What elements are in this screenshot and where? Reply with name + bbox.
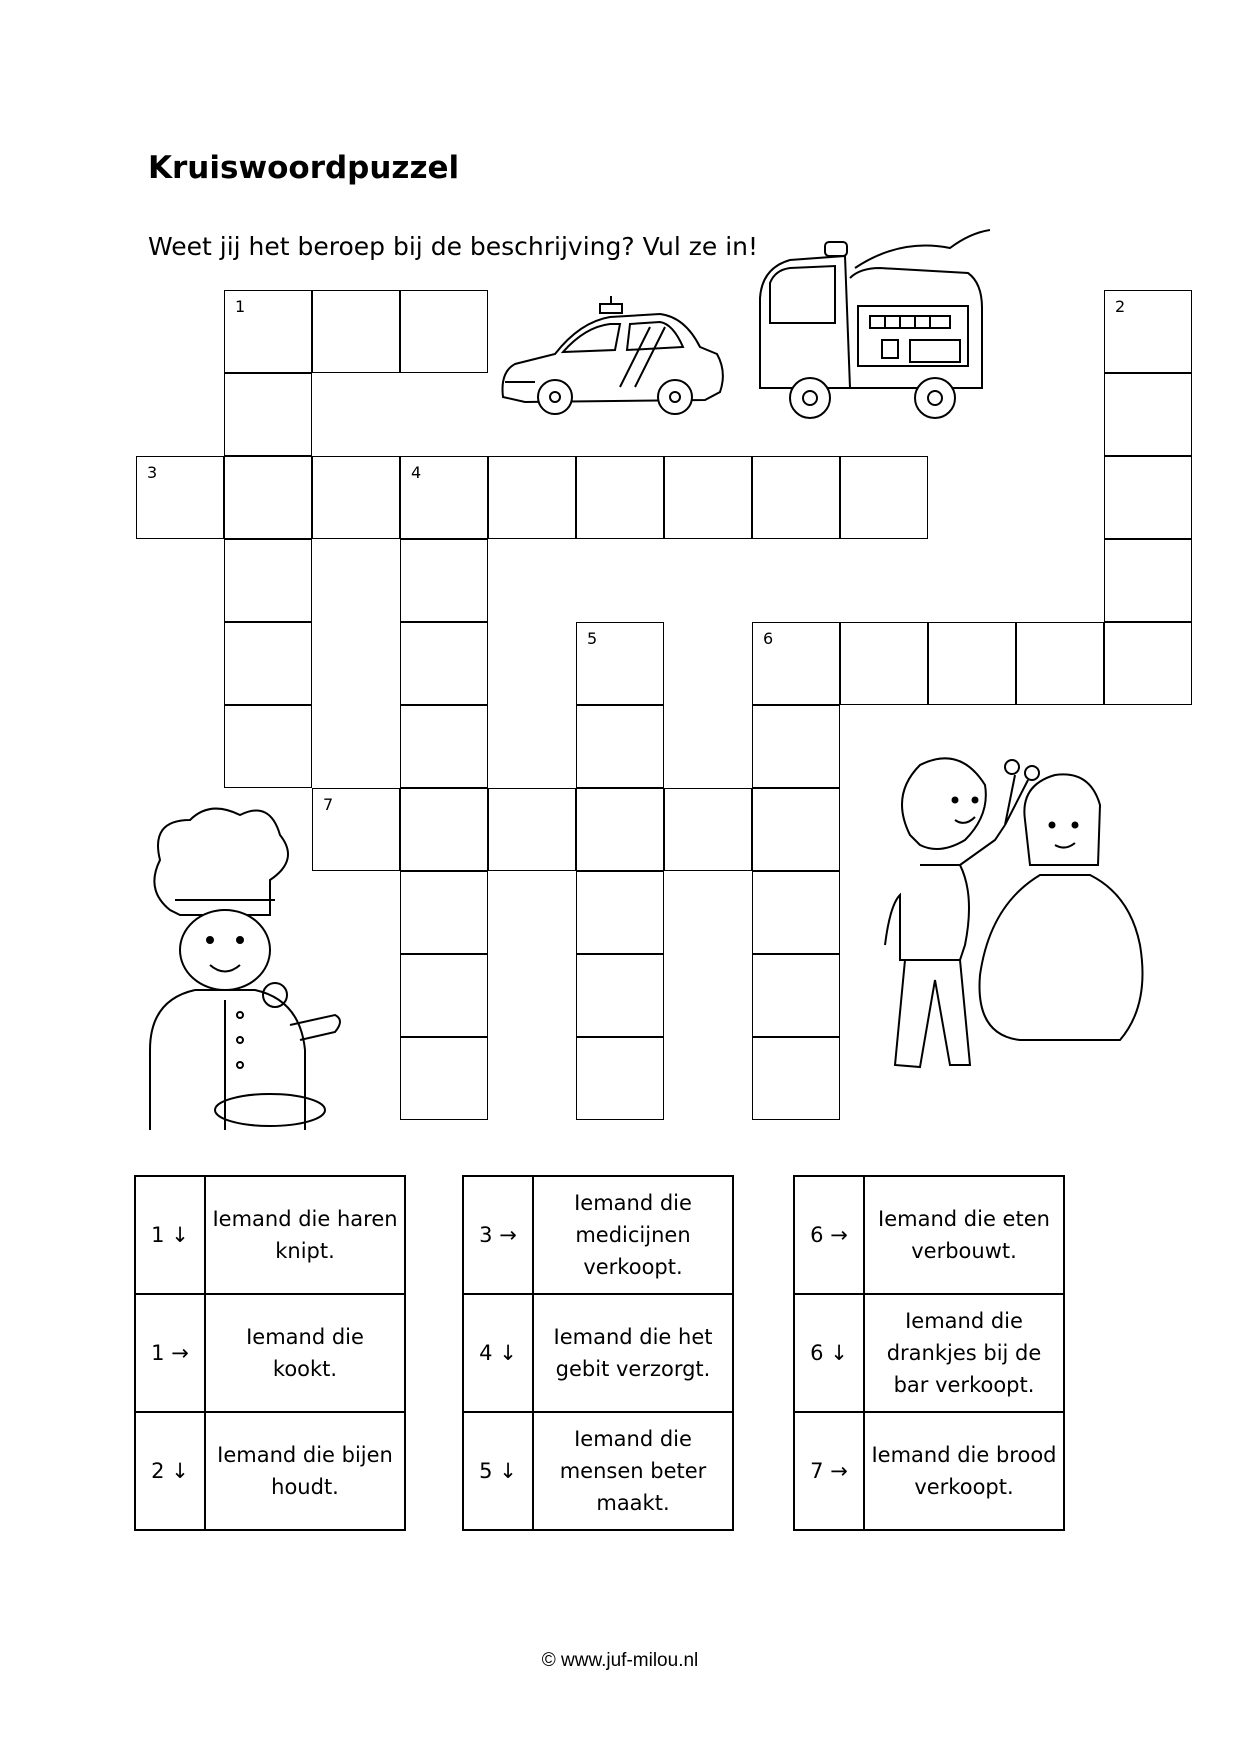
clue-number: 7	[323, 795, 334, 814]
clue-text: Iemand die het gebit verzorgt.	[533, 1294, 733, 1412]
crossword-cell[interactable]	[576, 954, 664, 1037]
copyright-footer: © www.juf-milou.nl	[541, 1650, 699, 1671]
crossword-cell[interactable]	[840, 622, 928, 705]
crossword-cell[interactable]	[752, 788, 840, 871]
crossword-cell[interactable]	[224, 539, 312, 622]
page-title: Kruiswoordpuzzel	[148, 150, 460, 186]
clue-row	[794, 1412, 1064, 1530]
crossword-cell[interactable]	[224, 373, 312, 456]
crossword-cell[interactable]	[136, 456, 224, 539]
clue-row	[135, 1294, 405, 1412]
clue-row	[135, 1176, 405, 1294]
clue-number: 5	[587, 629, 598, 648]
fire-truck-icon	[750, 228, 995, 428]
clue-text: Iemand die kookt.	[205, 1294, 405, 1412]
police-car-icon	[495, 292, 730, 422]
chef-icon	[140, 800, 355, 1140]
clue-text: Iemand die drankjes bij de bar verkoopt.	[864, 1294, 1064, 1412]
clue-key: 2 ↓	[135, 1412, 205, 1530]
clue-number: 4	[411, 463, 422, 482]
clue-key: 7 →	[794, 1412, 864, 1530]
clue-number: 3	[147, 463, 158, 482]
clue-table-3	[793, 1175, 1065, 1531]
clue-key: 1 ↓	[135, 1176, 205, 1294]
crossword-cell[interactable]	[224, 290, 312, 373]
clue-text: Iemand die eten verbouwt.	[864, 1176, 1064, 1294]
crossword-cell[interactable]	[752, 1037, 840, 1120]
clue-text: Iemand die mensen beter maakt.	[533, 1412, 733, 1530]
crossword-cell[interactable]	[576, 871, 664, 954]
crossword-cell[interactable]	[928, 622, 1016, 705]
crossword-cell[interactable]	[576, 622, 664, 705]
crossword-cell[interactable]	[664, 456, 752, 539]
crossword-cell[interactable]	[840, 456, 928, 539]
clue-table-1	[134, 1175, 406, 1531]
clue-number: 2	[1115, 297, 1126, 316]
crossword-cell[interactable]	[400, 788, 488, 871]
clue-text: Iemand die brood verkoopt.	[864, 1412, 1064, 1530]
crossword-cell[interactable]	[752, 871, 840, 954]
hairdresser-icon	[860, 745, 1150, 1085]
crossword-cell[interactable]	[400, 1037, 488, 1120]
crossword-cell[interactable]	[1104, 539, 1192, 622]
clue-text: Iemand die haren knipt.	[205, 1176, 405, 1294]
crossword-cell[interactable]	[312, 456, 400, 539]
crossword-cell[interactable]	[488, 788, 576, 871]
crossword-cell[interactable]	[752, 456, 840, 539]
clue-key: 1 →	[135, 1294, 205, 1412]
clue-row	[463, 1294, 733, 1412]
instructions: Weet jij het beroep bij de beschrijving? Vul ze in!	[148, 232, 759, 261]
clue-number: 1	[235, 297, 246, 316]
clue-key: 3 →	[463, 1176, 533, 1294]
crossword-cell[interactable]	[400, 705, 488, 788]
crossword-cell[interactable]	[400, 456, 488, 539]
clue-key: 5 ↓	[463, 1412, 533, 1530]
clue-row	[135, 1412, 405, 1530]
crossword-cell[interactable]	[752, 954, 840, 1037]
clue-row	[463, 1176, 733, 1294]
clue-key: 4 ↓	[463, 1294, 533, 1412]
crossword-cell[interactable]	[664, 788, 752, 871]
crossword-cell[interactable]	[576, 1037, 664, 1120]
crossword-cell[interactable]	[400, 622, 488, 705]
clue-row	[794, 1294, 1064, 1412]
crossword-cell[interactable]	[488, 456, 576, 539]
clue-key: 6 →	[794, 1176, 864, 1294]
crossword-cell[interactable]	[576, 456, 664, 539]
crossword-cell[interactable]	[312, 290, 400, 373]
crossword-cell[interactable]	[400, 954, 488, 1037]
crossword-cell[interactable]	[752, 622, 840, 705]
clue-key: 6 ↓	[794, 1294, 864, 1412]
crossword-cell[interactable]	[1104, 290, 1192, 373]
clue-row	[794, 1176, 1064, 1294]
clue-row	[463, 1412, 733, 1530]
crossword-cell[interactable]	[400, 290, 488, 373]
crossword-cell[interactable]	[752, 705, 840, 788]
crossword-cell[interactable]	[1104, 622, 1192, 705]
crossword-cell[interactable]	[1104, 456, 1192, 539]
crossword-cell[interactable]	[576, 705, 664, 788]
crossword-cell[interactable]	[224, 456, 312, 539]
crossword-cell[interactable]	[1104, 373, 1192, 456]
clue-text: Iemand die bijen houdt.	[205, 1412, 405, 1530]
clue-table-2	[462, 1175, 734, 1531]
clue-text: Iemand die medicijnen verkoopt.	[533, 1176, 733, 1294]
crossword-cell[interactable]	[400, 871, 488, 954]
crossword-cell[interactable]	[576, 788, 664, 871]
clue-number: 6	[763, 629, 774, 648]
crossword-cell[interactable]	[224, 622, 312, 705]
crossword-cell[interactable]	[400, 539, 488, 622]
crossword-cell[interactable]	[1016, 622, 1104, 705]
crossword-cell[interactable]	[224, 705, 312, 788]
